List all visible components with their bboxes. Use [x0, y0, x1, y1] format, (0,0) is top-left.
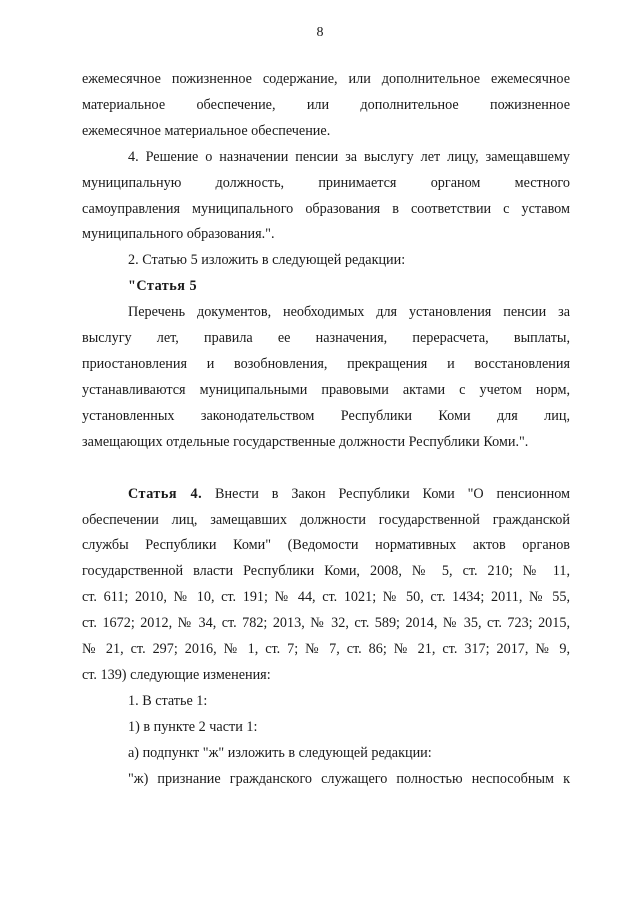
text-line: самоуправления муниципального образования в соответствии с уставом [82, 200, 570, 217]
document-body [82, 67, 570, 792]
text-line: материальное обеспечение, или дополнительное пожизненное [82, 96, 570, 113]
text-line: 4. Решение о назначении пенсии за выслугу лет лицу, замещавшему [128, 148, 570, 165]
text-line: 2. Статью 5 изложить в следующей редакции: [128, 252, 406, 269]
text-line: "ж) признание гражданского служащего полностью неспособным к [128, 770, 570, 787]
text-line: муниципальную должность, принимается органом местного [82, 174, 570, 191]
page-number: 8 [316, 25, 324, 40]
text-line: 1) в пункте 2 части 1: [128, 718, 258, 735]
text-line: выслугу лет, правила ее назначения, перерасчета, выплаты, [82, 330, 570, 347]
text-line: муниципального образования.". [82, 226, 275, 243]
text-line: ст. 611; 2010, № 10, ст. 191; № 44, ст. 1021; № 50, ст. 1434; 2011, № 55, [82, 589, 570, 606]
text-line: службы Республики Коми" (Ведомости нормативных актов органов [82, 537, 570, 554]
text-line [82, 482, 570, 508]
text-span: Внести в Закон Республики Коми "О пенсионном [202, 485, 570, 502]
text-line: государственной власти Республики Коми, 2008, № 5, ст. 210; № 11, [82, 563, 570, 580]
text-line: 1. В статье 1: [128, 692, 208, 709]
text-line: ст. 139) следующие изменения: [82, 666, 271, 683]
text-line: № 21, ст. 297; 2016, № 1, ст. 7; № 7, ст. 86; № 21, ст. 317; 2017, № 9, [82, 641, 570, 658]
text-line: приостановления и возобновления, прекращения и восстановления [82, 355, 570, 372]
paragraph-gap [82, 456, 570, 482]
text-line: установленных законодательством Республики Коми для лиц, [82, 407, 570, 424]
article-heading: "Статья 5 [128, 278, 198, 295]
text-line: а) подпункт "ж" изложить в следующей редакции: [128, 744, 432, 761]
text-line: замещающих отдельные государственные должности Республики Коми.". [82, 433, 529, 450]
text-line: ежемесячное пожизненное содержание, или дополнительное ежемесячное [82, 71, 570, 87]
text-line: устанавливаются муниципальными правовыми актами с учетом норм, [82, 381, 570, 398]
text-line: Перечень документов, необходимых для установления пенсии за [128, 304, 570, 321]
text-line: ежемесячное материальное обеспечение. [82, 122, 331, 139]
text-line: ст. 1672; 2012, № 34, ст. 782; 2013, № 32, ст. 589; 2014, № 35, ст. 723; 2015, [82, 615, 570, 632]
text-line: обеспечении лиц, замещавших должности государственной гражданской [82, 511, 570, 528]
article-4-heading: Статья 4. [128, 485, 203, 502]
